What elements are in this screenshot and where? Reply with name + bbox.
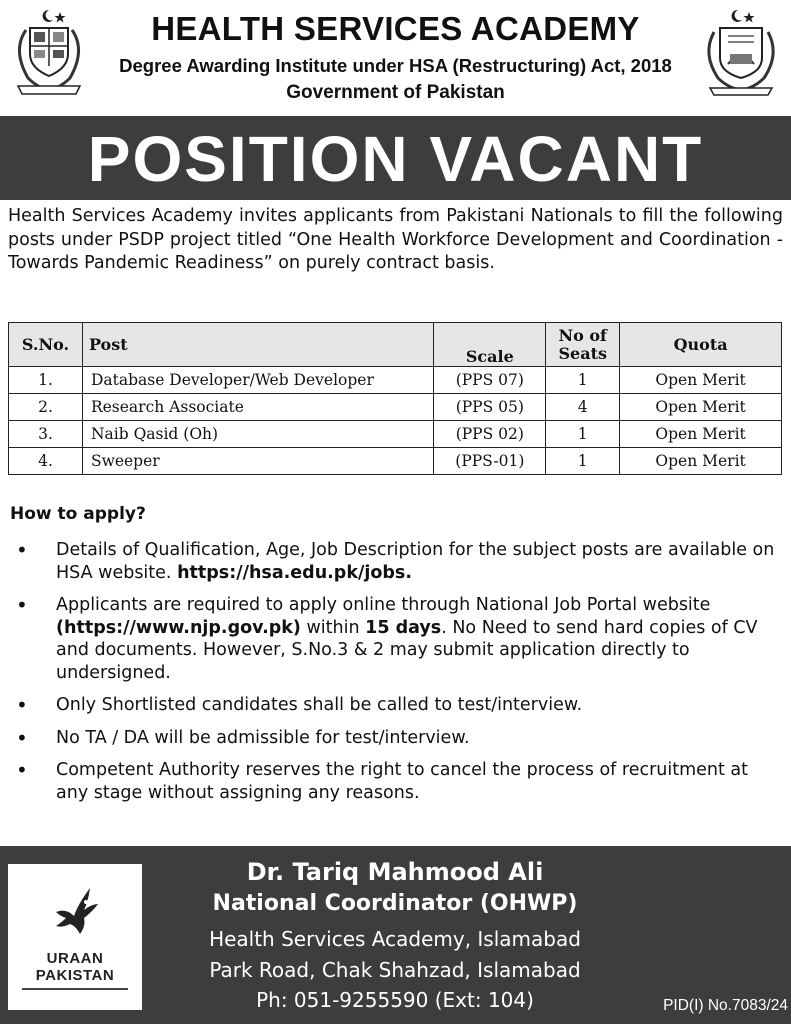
cell-sno: 1. xyxy=(9,367,83,394)
cell-post: Database Developer/Web Developer xyxy=(82,367,433,394)
hsa-crest-icon xyxy=(698,6,784,98)
cell-post: Sweeper xyxy=(82,448,433,475)
cell-sno: 2. xyxy=(9,394,83,421)
bullet-icon: • xyxy=(16,693,28,717)
cell-post: Naib Qasid (Oh) xyxy=(82,421,433,448)
col-header-scale: Scale xyxy=(434,323,546,367)
list-item xyxy=(10,727,780,750)
col-header-post: Post xyxy=(82,323,433,367)
government-line: Government of Pakistan xyxy=(286,82,505,103)
bullet-icon: • xyxy=(16,538,28,562)
table-row xyxy=(9,367,782,394)
banner-title: POSITION VACANT xyxy=(87,123,704,195)
posts-table xyxy=(8,322,782,475)
instruction-text: Details of Qualification, Age, Job Description for the subject posts are available on HSA website. xyxy=(56,540,775,583)
cell-quota: Open Merit xyxy=(620,421,782,448)
instruction-text: . No Need to send hard copies of CV and documents. However, S.No.3 & 2 may submit application directly to undersigned. xyxy=(56,617,758,683)
cell-seats: 1 xyxy=(546,367,620,394)
instructions-list xyxy=(10,539,780,814)
uraan-logo-line1: URAAN xyxy=(46,950,104,967)
instruction-text: Applicants are required to apply online through National Job Portal website xyxy=(56,595,711,615)
signatory-designation: National Coordinator (OHWP) xyxy=(212,891,578,916)
urdu-tagline xyxy=(22,988,128,990)
phone-number: Ph: 051-9255590 (Ext: 104) xyxy=(256,988,534,1012)
cell-quota: Open Merit xyxy=(620,394,782,421)
pakistan-state-emblem-icon xyxy=(6,6,92,98)
cell-sno: 4. xyxy=(9,448,83,475)
njp-link[interactable]: (https://www.njp.gov.pk) xyxy=(56,617,301,638)
hsa-jobs-link[interactable]: https://hsa.edu.pk/jobs. xyxy=(177,562,412,583)
intro-paragraph: Health Services Academy invites applicants from Pakistani Nationals to fill the following posts under PSDP project titled “One Health Workforce Development and Coordination -Towards Pandemic Readiness” on purely contract basis. xyxy=(8,206,783,273)
deadline-days: 15 days xyxy=(365,617,442,638)
col-header-quota: Quota xyxy=(620,323,782,367)
position-vacant-banner xyxy=(0,116,791,200)
cell-seats: 4 xyxy=(546,394,620,421)
cell-quota: Open Merit xyxy=(620,367,782,394)
bullet-icon: • xyxy=(16,593,28,617)
table-header-row xyxy=(9,323,782,367)
list-item xyxy=(10,594,780,684)
col-header-seats xyxy=(546,323,620,367)
cell-post: Research Associate xyxy=(82,394,433,421)
list-item xyxy=(10,694,780,717)
how-to-apply-heading: How to apply? xyxy=(10,504,146,524)
org-subtitle: Degree Awarding Institute under HSA (Restructuring) Act, 2018 xyxy=(119,55,672,76)
cell-quota: Open Merit xyxy=(620,448,782,475)
cell-seats: 1 xyxy=(546,421,620,448)
address-line-1: Health Services Academy, Islamabad xyxy=(209,927,581,951)
table-row xyxy=(9,448,782,475)
cell-scale: (PPS 05) xyxy=(434,394,546,421)
header xyxy=(0,0,791,116)
cell-seats: 1 xyxy=(546,448,620,475)
footer xyxy=(0,846,791,1024)
instruction-text: Only Shortlisted candidates shall be called to test/interview. xyxy=(56,695,583,715)
uraan-logo-line2: PAKISTAN xyxy=(35,967,115,984)
table-row xyxy=(9,421,782,448)
cell-scale: (PPS 02) xyxy=(434,421,546,448)
org-name: HEALTH SERVICES ACADEMY xyxy=(151,10,640,47)
cell-scale: (PPS 07) xyxy=(434,367,546,394)
table-row xyxy=(9,394,782,421)
cell-sno: 3. xyxy=(9,421,83,448)
bullet-icon: • xyxy=(16,758,28,782)
bullet-icon: • xyxy=(16,725,28,750)
instruction-text: within xyxy=(300,617,366,638)
signatory-name: Dr. Tariq Mahmood Ali xyxy=(246,858,544,886)
cell-scale: (PPS-01) xyxy=(434,448,546,475)
col-header-sno: S.No. xyxy=(9,323,83,367)
address-line-2: Park Road, Chak Shahzad, Islamabad xyxy=(209,958,581,982)
col-header-seats-line1: No of xyxy=(558,325,607,345)
col-header-seats-line2: Seats xyxy=(558,343,607,363)
instruction-text: No TA / DA will be admissible for test/interview. xyxy=(56,727,470,748)
pid-number: PID(I) No.7083/24 xyxy=(663,997,788,1014)
list-item xyxy=(10,759,780,804)
uraan-pakistan-logo xyxy=(8,864,142,1010)
instruction-text: Competent Authority reserves the right to cancel the process of recruitment at any stage without assigning any reasons. xyxy=(56,760,749,803)
eagle-icon xyxy=(50,882,100,944)
list-item xyxy=(10,539,780,584)
